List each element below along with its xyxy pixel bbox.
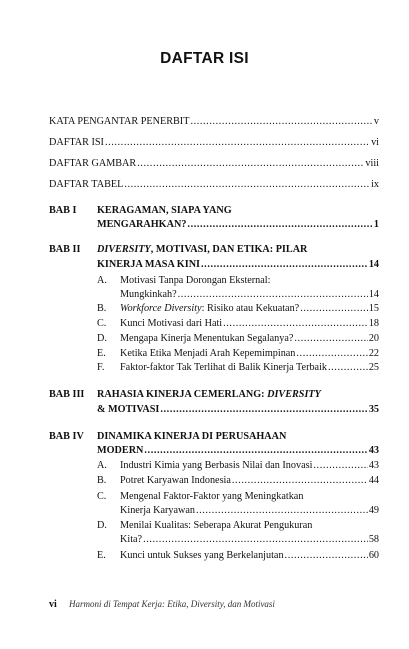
dot-leader bbox=[137, 157, 364, 170]
chapter-number: BAB IV bbox=[49, 431, 84, 442]
toc-entry-daftar-gambar[interactable] bbox=[49, 157, 379, 170]
item-text: Industri Kimia yang Berbasis Nilai dan Inovasi bbox=[120, 460, 313, 471]
toc-entry-2f[interactable] bbox=[120, 361, 379, 374]
item-text-line1: Mengenal Faktor-Faktor yang Meningkatkan bbox=[120, 491, 304, 502]
item-letter: C. bbox=[97, 318, 107, 329]
toc-entry-page: 43 bbox=[368, 445, 379, 456]
dot-leader bbox=[190, 115, 372, 128]
toc-entry-4e[interactable] bbox=[120, 549, 379, 562]
item-letter: A. bbox=[97, 460, 107, 471]
chapter-title-line2: MENGARAHKAN? bbox=[97, 219, 187, 230]
chapter-title-line2: KINERJA MASA KINI bbox=[97, 259, 201, 270]
dot-leader bbox=[313, 459, 367, 472]
chapter-number: BAB III bbox=[49, 389, 85, 400]
item-letter: D. bbox=[97, 520, 107, 531]
chapter-number: BAB II bbox=[49, 244, 81, 255]
toc-entry-4a[interactable] bbox=[120, 459, 379, 472]
item-text: Kunci untuk Sukses yang Berkelanjutan bbox=[120, 550, 284, 561]
toc-entry-2b[interactable] bbox=[120, 302, 379, 315]
toc-entry-page: 58 bbox=[368, 534, 379, 545]
toc-entry-page: 1 bbox=[373, 219, 379, 230]
toc-entry-page: 22 bbox=[368, 348, 379, 359]
toc-entry-4c[interactable] bbox=[120, 504, 379, 517]
page-footer bbox=[49, 599, 275, 610]
dot-leader bbox=[223, 317, 368, 330]
toc-entry-daftar-isi[interactable] bbox=[49, 136, 379, 149]
item-text: Mengapa Kinerja Menentukan Segalanya? bbox=[120, 333, 294, 344]
chapter-title-line2: & MOTIVASI bbox=[97, 404, 160, 415]
chapter-title-italic: DIVERSITY bbox=[267, 389, 321, 400]
toc-entry-page: 43 bbox=[368, 460, 379, 471]
toc-entry-label: DAFTAR TABEL bbox=[49, 179, 124, 190]
dot-leader bbox=[178, 288, 368, 301]
toc-entry-page: 35 bbox=[368, 404, 379, 415]
toc-entry-label: DAFTAR GAMBAR bbox=[49, 158, 137, 169]
toc-entry-label: KATA PENGANTAR PENERBIT bbox=[49, 116, 190, 127]
toc-entry-bab-4[interactable] bbox=[97, 444, 379, 457]
footer-page-number: vi bbox=[49, 599, 57, 610]
dot-leader bbox=[196, 504, 368, 517]
chapter-title-rest: RAHASIA KINERJA CEMERLANG: bbox=[97, 389, 268, 400]
toc-entry-bab-1[interactable] bbox=[97, 218, 379, 231]
toc-entry-daftar-tabel[interactable] bbox=[49, 178, 379, 191]
item-text-line2: Kita? bbox=[120, 534, 143, 545]
chapter-title-line1: DINAMIKA KINERJA DI PERUSAHAAN bbox=[97, 431, 287, 442]
toc-entry-page: 60 bbox=[368, 550, 379, 561]
toc-entry-page: ix bbox=[371, 179, 379, 190]
toc-entry-kata-pengantar[interactable] bbox=[49, 115, 379, 128]
item-text-line1: Menilai Kualitas: Seberapa Akurat Pengukuran bbox=[120, 520, 313, 531]
dot-leader bbox=[144, 444, 367, 457]
chapter-title-rest: , MOTIVASI, DAN ETIKA: PILAR bbox=[150, 244, 308, 255]
toc-entry-2a[interactable] bbox=[120, 288, 379, 301]
item-text-rest: : Risiko atau Kekuatan? bbox=[201, 303, 300, 314]
toc-entry-4b[interactable] bbox=[120, 474, 379, 487]
item-text-line1: Motivasi Tanpa Dorongan Eksternal: bbox=[120, 275, 271, 286]
toc-entry-bab-2[interactable] bbox=[97, 258, 379, 271]
dot-leader bbox=[187, 218, 372, 231]
toc-entry-2c[interactable] bbox=[120, 317, 379, 330]
toc-entry-page: 44 bbox=[368, 475, 379, 486]
toc-entry-2d[interactable] bbox=[120, 332, 379, 345]
item-letter: A. bbox=[97, 275, 107, 286]
dot-leader bbox=[124, 178, 370, 191]
dot-leader bbox=[328, 361, 368, 374]
chapter-number: BAB I bbox=[49, 205, 77, 216]
toc-entry-page: 14 bbox=[368, 289, 379, 300]
toc-entry-page: 25 bbox=[368, 362, 379, 373]
toc-entry-page: vi bbox=[371, 137, 379, 148]
toc-entry-4d[interactable] bbox=[120, 533, 379, 546]
dot-leader bbox=[285, 549, 368, 562]
dot-leader bbox=[105, 136, 370, 149]
item-text-italic: Workforce Diversity bbox=[120, 303, 202, 314]
chapter-title-line1: KERAGAMAN, SIAPA YANG bbox=[97, 205, 232, 216]
item-text: Potret Karyawan Indonesia bbox=[120, 475, 231, 486]
toc-entry-page: 18 bbox=[368, 318, 379, 329]
item-text-line2: Mungkinkah? bbox=[120, 289, 177, 300]
dot-leader bbox=[160, 403, 367, 416]
toc-entry-page: 14 bbox=[368, 259, 379, 270]
chapter-title-line2: MODERN bbox=[97, 445, 144, 456]
item-letter: B. bbox=[97, 475, 107, 486]
item-letter: E. bbox=[97, 348, 106, 359]
item-letter: D. bbox=[97, 333, 107, 344]
page-title: DAFTAR ISI bbox=[160, 50, 249, 67]
dot-leader bbox=[232, 474, 368, 487]
footer-running-title: Harmoni di Tempat Kerja: Etika, Diversity, dan Motivasi bbox=[69, 599, 275, 609]
item-letter: E. bbox=[97, 550, 106, 561]
toc-entry-page: 49 bbox=[368, 505, 379, 516]
dot-leader bbox=[294, 332, 367, 345]
item-letter: F. bbox=[97, 362, 105, 373]
chapter-title-line1 bbox=[97, 388, 321, 401]
toc-entry-page: viii bbox=[365, 158, 379, 169]
chapter-title-italic: DIVERSITY bbox=[97, 244, 151, 255]
item-text: Faktor-faktor Tak Terlihat di Balik Kinerja Terbaik bbox=[120, 362, 328, 373]
item-letter: C. bbox=[97, 491, 107, 502]
dot-leader bbox=[300, 302, 368, 315]
toc-entry-2e[interactable] bbox=[120, 347, 379, 360]
item-letter: B. bbox=[97, 303, 107, 314]
item-text: Kunci Motivasi dari Hati bbox=[120, 318, 223, 329]
toc-entry-bab-3[interactable] bbox=[97, 403, 379, 416]
toc-entry-page: v bbox=[373, 116, 379, 127]
item-text: Ketika Etika Menjadi Arah Kepemimpinan bbox=[120, 348, 296, 359]
toc-entry-label: DAFTAR ISI bbox=[49, 137, 104, 148]
toc-entry-page: 20 bbox=[368, 333, 379, 344]
toc-entry-page: 15 bbox=[368, 303, 379, 314]
dot-leader bbox=[201, 258, 368, 271]
dot-leader bbox=[296, 347, 367, 360]
item-text bbox=[120, 302, 299, 315]
chapter-title-line1 bbox=[97, 243, 307, 256]
item-text-line2: Kinerja Karyawan bbox=[120, 505, 195, 516]
dot-leader bbox=[143, 533, 368, 546]
